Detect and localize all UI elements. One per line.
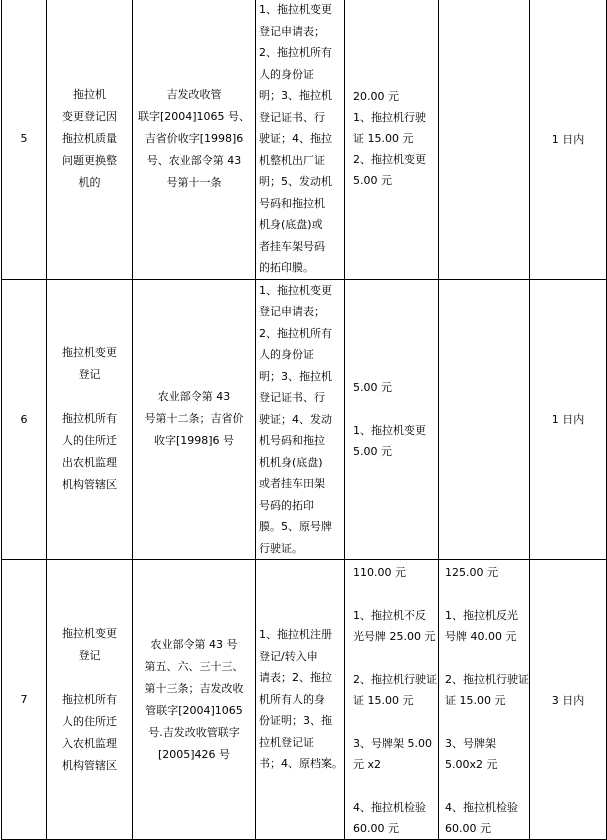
fee-a-cell: 110.00 元 1、拖拉机不反 光号牌 25.00 元 2、拖拉机行驶证 证 15.00 元 3、号牌架 5.00 元 x2 4、拖拉机检验 60.00 元: [345, 560, 439, 840]
basis-cell: 吉发改收管 联字[2004]1065 号、 吉省价收字[1998]6 号、农业部令第 43 号第十一条: [133, 0, 256, 279]
fee-b-cell: [439, 279, 530, 560]
fee-b-cell: [439, 0, 530, 279]
table-row: [2, 0, 607, 279]
fee-b-cell: 125.00 元 1、拖拉机反光 号牌 40.00 元 2、拖拉机行驶证 证 15.00 元 3、号牌架 5.00x2 元 4、拖拉机检验 60.00 元: [439, 560, 530, 840]
item-cell: 拖拉机变更 登记 拖拉机所有 人的住所迁 出农机监理 机构管辖区: [47, 279, 133, 560]
item-cell: 拖拉机 变更登记因 拖拉机质量 问题更换整 机的: [47, 0, 133, 279]
item-cell: 拖拉机变更 登记 拖拉机所有 人的住所迁 入农机监理 机构管辖区: [47, 560, 133, 840]
table-row: [2, 279, 607, 560]
row-number: 6: [2, 279, 47, 560]
materials-cell: 1、拖拉机注册 登记/转入申 请表；2、拖拉 机所有人的身 份证明；3、拖 拉机登记证 书；4、原档案。: [256, 560, 345, 840]
table-row: [2, 560, 607, 840]
materials-cell: 1、拖拉机变更 登记申请表； 2、拖拉机所有 人的身份证 明；3、拖拉机 登记证书、行 驶证；4、拖拉 机整机出厂证 明；5、发动机 号码和拖拉机 机身(底盘)或 者挂车架号码 的拓印膜。: [256, 0, 345, 279]
basis-cell: 农业部令第 43 号 第五、六、三十三、 第十三条；吉发改收 管联字[2004]1065 号.吉发改收管联字 [2005]426 号: [133, 560, 256, 840]
fee-a-cell: 5.00 元 1、拖拉机变更 5.00 元: [345, 279, 439, 560]
row-number: 7: [2, 560, 47, 840]
row-number: 5: [2, 0, 47, 279]
time-cell: 1 日内: [530, 279, 607, 560]
fee-table: [1, 0, 607, 840]
time-cell: 3 日内: [530, 560, 607, 840]
basis-cell: 农业部令第 43 号第十二条；吉省价 收字[1998]6 号: [133, 279, 256, 560]
time-cell: 1 日内: [530, 0, 607, 279]
fee-a-cell: 20.00 元 1、拖拉机行驶 证 15.00 元 2、拖拉机变更 5.00 元: [345, 0, 439, 279]
materials-cell: 1、拖拉机变更 登记申请表； 2、拖拉机所有 人的身份证 明；3、拖拉机 登记证书、行 驶证；4、发动 机号码和拖拉 机机身(底盘) 或者挂车田架 号码的拓印 膜。5、原号牌 行驶证。: [256, 279, 345, 560]
